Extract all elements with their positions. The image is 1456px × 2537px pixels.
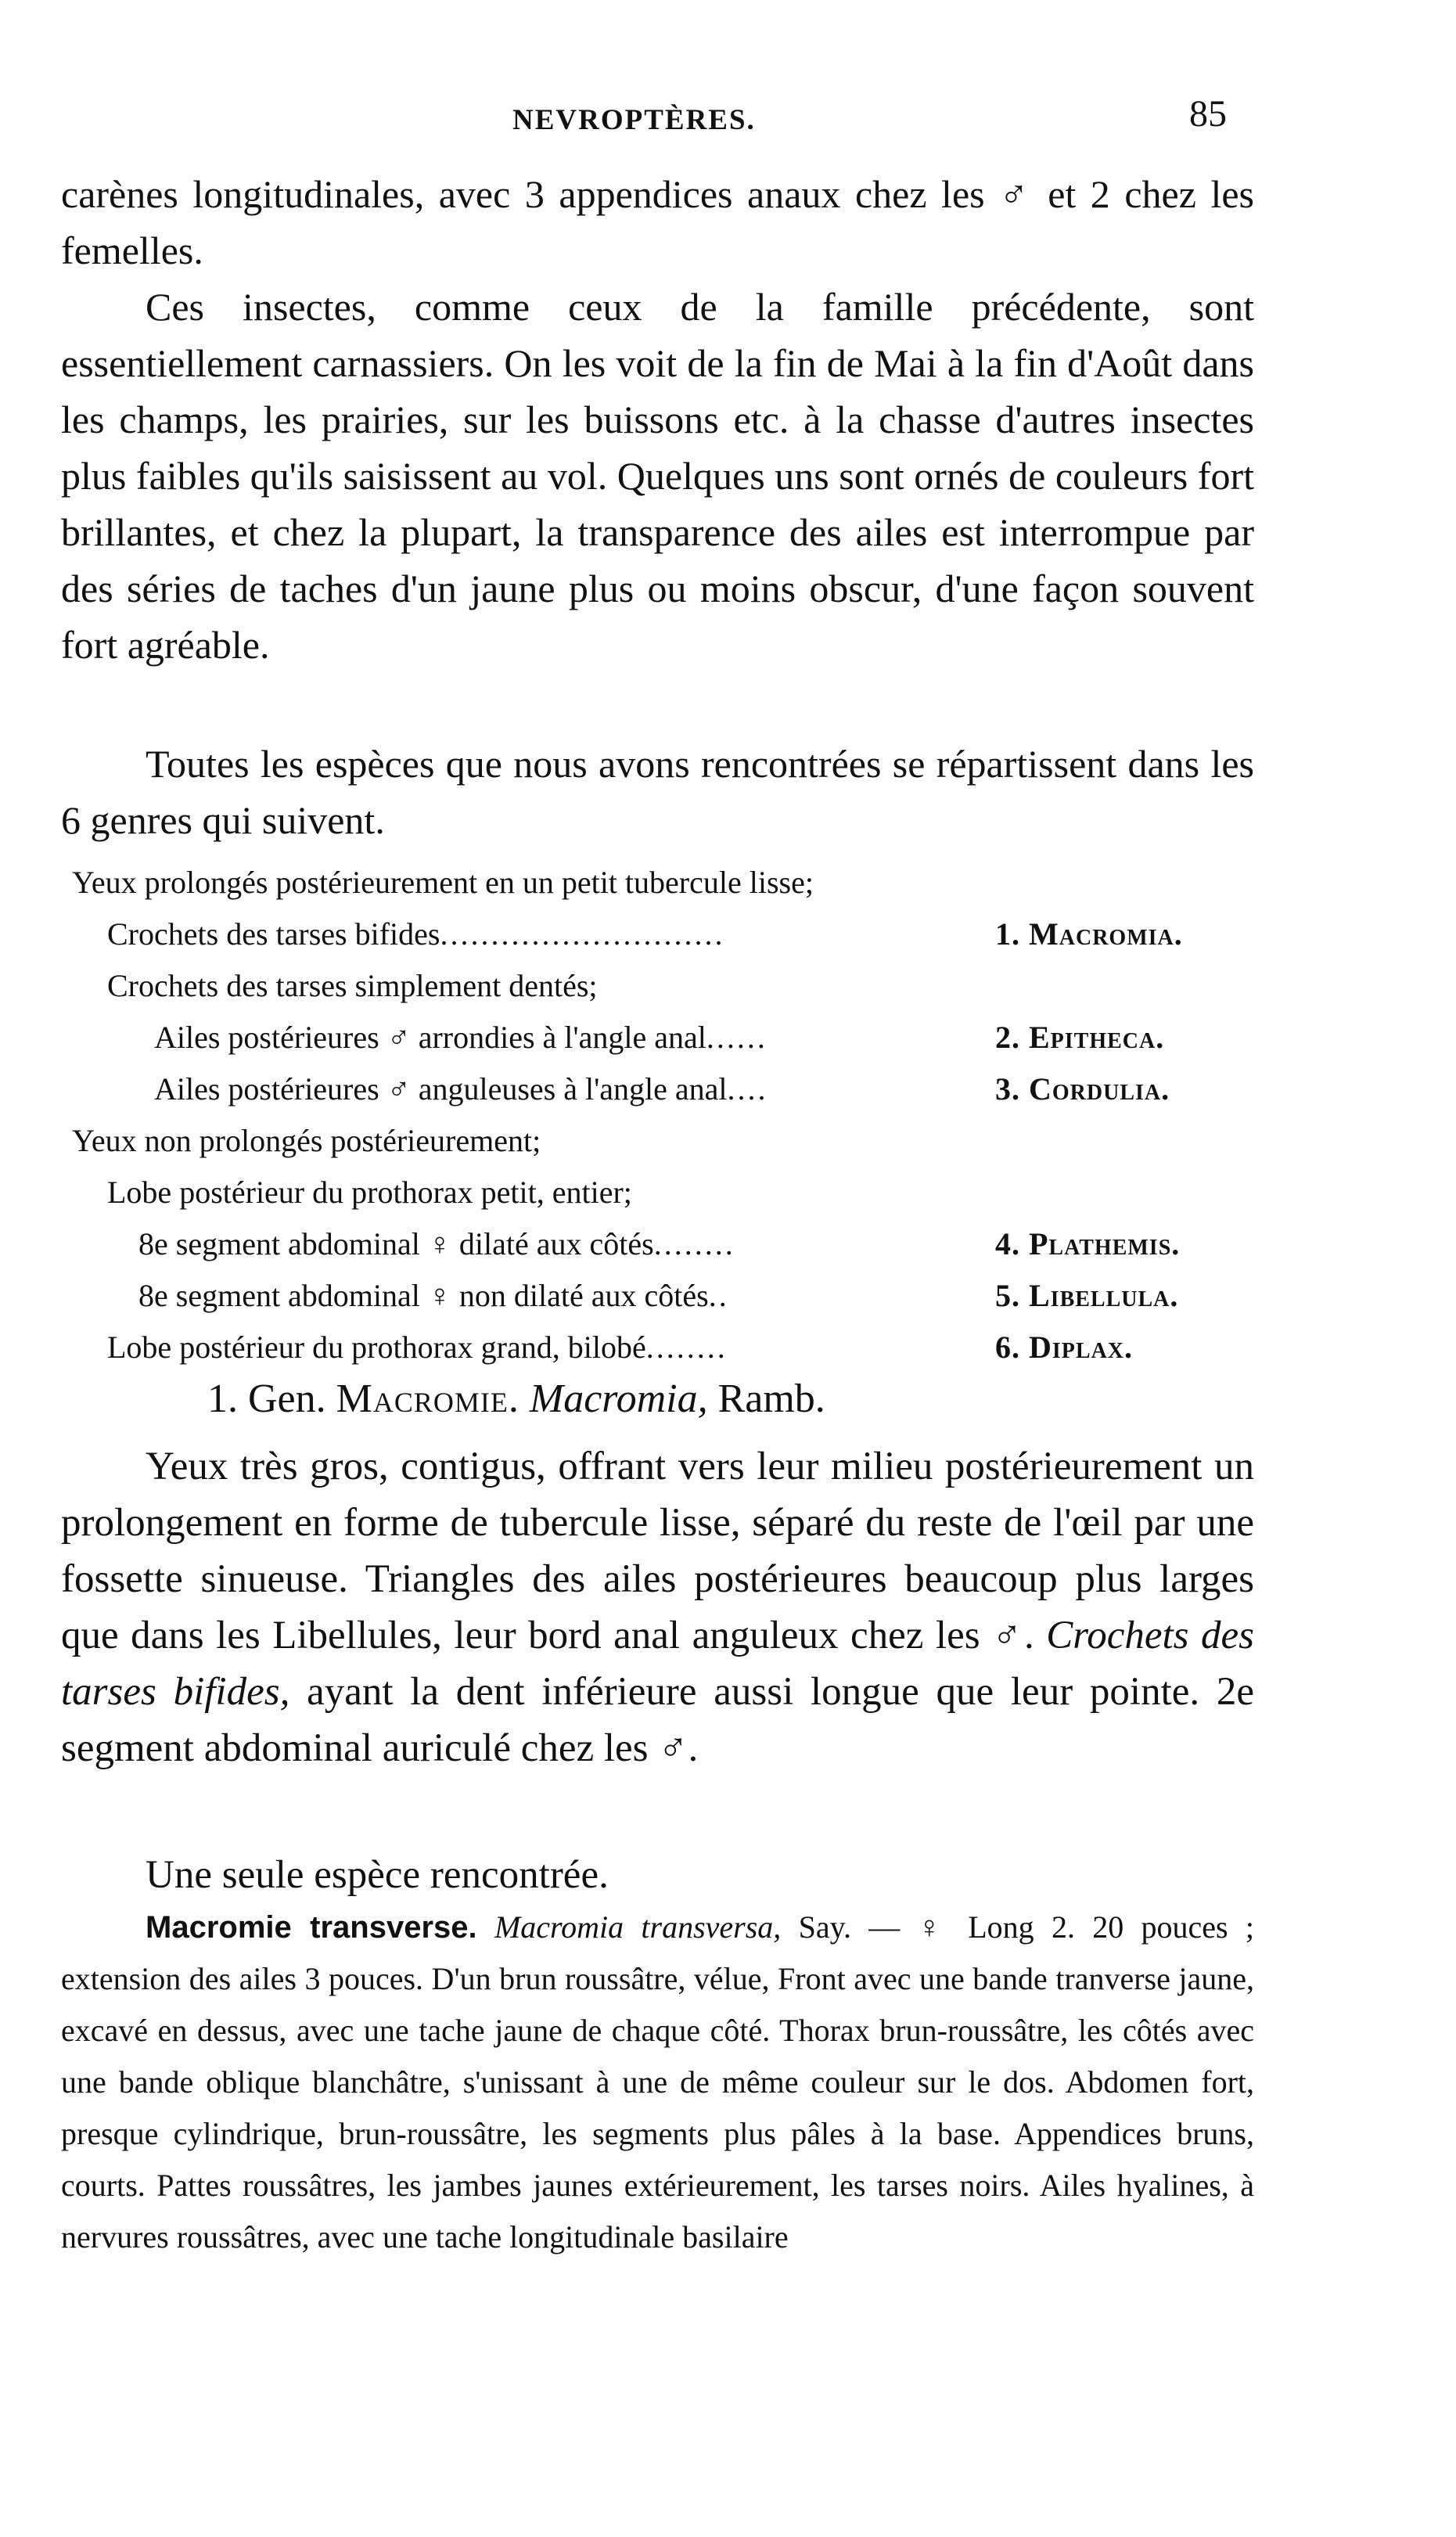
key-row-result: 5. Libellula. [995,1278,1179,1313]
species-count-line: Une seule espèce rencontrée. [146,1853,609,1897]
genus-key [72,857,1261,1373]
genus-description-text: Yeux très gros, contigus, offrant vers leur milieu postérieurement un prolongement en forme de tubercule lisse, séparé du reste de l'œil par une fossette sinueuse. Triangles des ailes postérieures beaucoup plus larges que dans les Libellules, leur bord anal anguleux chez les ♂. [61,1445,1254,1657]
key-row [72,1218,1261,1270]
genus-heading [207,1376,825,1422]
key-row [72,857,1261,909]
key-row-leader: .. [708,1278,729,1313]
paragraph-insectes: Ces insectes, comme ceux de la famille précédente, sont essentiellement carnassiers. On les voit de la fin de Mai à la fin d'Août dans les champs, les prairies, sur les buissons etc. à la chasse d'autres insectes plus faibles qu'ils saisissent au vol. Quelques uns sont ornés de couleurs fort brillantes, et chez la plupart, la transparence des ailes est interrompue par des séries de taches d'un jaune plus ou moins obscur, d'une façon souvent fort agréable. [61,285,1254,667]
key-row [72,909,1261,960]
species-latin-name: Macromia transversa, [494,1909,782,1945]
key-row-text: Yeux prolongés postérieurement en un petit tubercule lisse; [72,865,814,900]
key-row [72,960,1261,1012]
key-row [72,1167,1261,1218]
key-row-leader: ........ [653,1226,735,1261]
genus-author: Ramb. [717,1376,825,1421]
key-row-result: 1. Macromia. [995,916,1183,952]
paragraph-especes: Toutes les espèces que nous avons rencontrées se répartissent dans les 6 genres qui suivent. [61,742,1254,842]
running-head: NEVROPTÈRES. [512,104,756,136]
genus-number: 1. Gen. [207,1376,326,1421]
key-row-text: Ailes postérieures ♂ arrondies à l'angle anal [154,1020,706,1055]
key-row-text: 8e segment abdominal ♀ non dilaté aux côtés [138,1278,709,1313]
key-row-leader: ...... [706,1020,768,1055]
key-row-text: Lobe postérieur du prothorax petit, entier; [107,1175,632,1210]
key-row-result: 2. Epitheca. [995,1020,1165,1055]
page-number: 85 [1189,93,1227,135]
genus-description [61,1438,1254,1776]
key-row [72,1322,1261,1373]
key-row-text: Lobe postérieur du prothorax grand, bilobé [107,1330,646,1365]
key-row [72,1012,1261,1063]
species-text: Say. — ♀ Long 2. 20 pouces ; extension des ailes 3 pouces. D'un brun roussâtre, vélue, Front avec une bande tranverse jaune, excavé en dessus, avec une tache jaune de chaque côté. Thorax brun-roussâtre, les côtés avec une bande oblique blanchâtre, s'unissant à une de même couleur sur le dos. Abdomen fort, presque cylindrique, brun-roussâtre, les segments plus pâles à la base. Appendices bruns, courts. Pattes roussâtres, les jambes jaunes extérieurement, les tarses noirs. Ailes hyalines, à nervures roussâtres, avec une tache longitudinale basilaire [61,1909,1255,2255]
key-row-text: Crochets des tarses bifides [107,916,440,952]
species-name: Macromie transverse. [146,1910,477,1945]
key-row-text: Yeux non prolongés postérieurement; [72,1123,541,1158]
key-row-text: Crochets des tarses simplement dentés; [107,968,598,1003]
species-description [61,1902,1254,2263]
key-row-result: 3. Cordulia. [995,1071,1170,1107]
key-row-text: 8e segment abdominal ♀ dilaté aux côtés [138,1226,654,1261]
paragraph-carenes: carènes longitudinales, avec 3 appendices anaux chez les ♂ et 2 chez les femelles. [61,172,1254,272]
key-row-result: 6. Diplax. [995,1330,1134,1365]
key-row-leader: .... [727,1071,768,1107]
genus-latin-name: Macromia, [529,1376,708,1421]
key-row-text: Ailes postérieures ♂ anguleuses à l'angle anal [154,1071,728,1107]
key-row-result: 4. Plathemis. [995,1226,1181,1261]
genus-name: Macromie. [336,1376,519,1421]
genus-description-text-2: ayant la dent inférieure aussi longue que leur pointe. 2e segment abdominal auriculé chez les ♂. [61,1670,1255,1770]
page-header [0,92,1456,147]
key-row [72,1270,1261,1322]
key-row [72,1063,1261,1115]
key-row-leader: ............................ [440,916,725,952]
key-row-leader: ........ [645,1330,728,1365]
genus-description-italic: Crochets des tarses bifides, [61,1614,1254,1714]
key-row [72,1115,1261,1167]
